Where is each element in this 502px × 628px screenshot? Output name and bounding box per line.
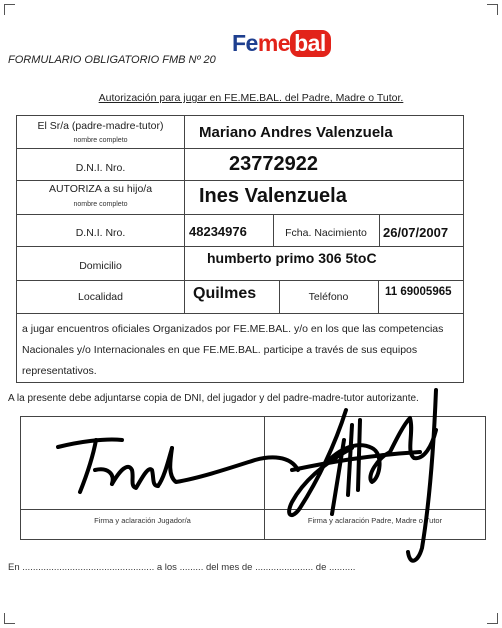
- phone-label: Teléfono: [308, 291, 349, 303]
- row-divider: [17, 313, 463, 314]
- date-line: En .................................................. a los ......... del mes de ...................... de ..........: [8, 562, 356, 573]
- corner-mark-top-right: [487, 4, 498, 15]
- child-name-field[interactable]: Ines Valenzuela: [199, 185, 347, 207]
- column-divider: [184, 116, 185, 313]
- tutor-signature-caption: Firma y aclaración Padre, Madre o Tutor: [307, 516, 443, 525]
- attachment-note: A la presente debe adjuntarse copia de DNI, del jugador y del padre-madre-tutor autorizante.: [8, 393, 419, 404]
- birth-date-field[interactable]: 26/07/2007: [383, 225, 449, 240]
- logo-part-fe: Fe: [232, 30, 258, 56]
- birth-date-label: Fcha. Nacimiento: [285, 227, 367, 239]
- child-dni-field[interactable]: 48234976: [189, 224, 247, 239]
- autoriza-label: AUTORIZA a su hijo/a: [48, 183, 153, 195]
- signature-caption-line: [21, 509, 485, 510]
- tutor-dni-field[interactable]: 23772922: [229, 153, 318, 175]
- row-divider: [17, 180, 463, 181]
- row-divider: [17, 214, 463, 215]
- authorization-paragraph: a jugar encuentros oficiales Organizados por FE.ME.BAL. y/o en los que las competencias Nacionales y/o Internacionales en que FE.ME.BAL. participe a través de sus equipos representativos.: [22, 323, 444, 377]
- city-label: Localidad: [78, 291, 123, 303]
- corner-mark-top-left: [4, 4, 15, 15]
- column-divider: [379, 214, 380, 246]
- form-subtitle: Autorización para jugar en FE.ME.BAL. del Padre, Madre o Tutor.: [98, 92, 404, 104]
- column-divider: [378, 280, 379, 313]
- corner-mark-bottom-left: [4, 613, 15, 624]
- autoriza-sublabel: nombre completo: [73, 201, 128, 208]
- logo-part-me: me: [257, 30, 291, 56]
- corner-mark-bottom-right: [487, 613, 498, 624]
- tutor-sublabel: nombre completo: [73, 137, 128, 144]
- femebal-logo: [232, 30, 331, 57]
- tutor-label: El Sr/a (padre-madre-tutor): [37, 120, 164, 132]
- address-field[interactable]: humberto primo 306 5toC: [207, 250, 377, 266]
- form-title: FORMULARIO OBLIGATORIO FMB Nº 20: [8, 54, 216, 66]
- address-label: Domicilio: [79, 260, 122, 272]
- row-divider: [17, 148, 463, 149]
- tutor-name-field[interactable]: Mariano Andres Valenzuela: [199, 124, 393, 141]
- row-divider: [17, 246, 463, 247]
- row-divider: [17, 280, 463, 281]
- logo-part-bal: bal: [290, 30, 331, 57]
- player-signature-caption: Firma y aclaración Jugador/a: [94, 516, 191, 525]
- city-field[interactable]: Quilmes: [193, 285, 257, 302]
- phone-field[interactable]: 11 69005965: [385, 286, 452, 298]
- tutor-dni-label: D.N.I. Nro.: [75, 162, 126, 174]
- child-dni-label: D.N.I. Nro.: [75, 227, 126, 239]
